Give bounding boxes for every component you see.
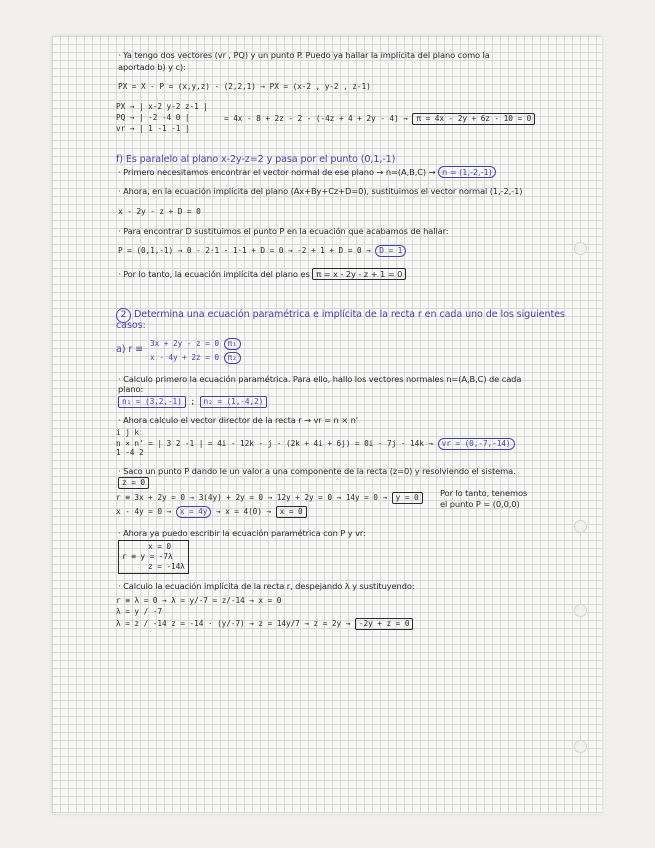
- math-line: PX = X - P = (x,y,z) - (2,2,1) → PX = (x-2 , y-2 , z-1): [118, 82, 371, 91]
- determinant-row: PQ → | -2 -4 0 |: [116, 113, 190, 122]
- param-row: z = -14λ: [148, 562, 185, 571]
- answer-box: n₁ = (3,2,-1): [118, 396, 186, 408]
- text-span: · Primero necesitamos encontrar el vector normal de ese plano → n=(A,B,C) →: [118, 167, 436, 177]
- z-assumption: [118, 477, 149, 489]
- answer-box: y = 0: [392, 492, 423, 504]
- determinant-result: [224, 113, 535, 125]
- binder-hole: [574, 604, 587, 617]
- math-text: → x = 4(0) →: [211, 507, 272, 516]
- implicit-line: r ≡ λ = 0 → λ = y/-7 = z/-14 → x = 0: [116, 596, 282, 605]
- binder-hole: [574, 740, 587, 753]
- math-text: P = (0,1,-1) → 0 - 2·1 - 1·1 + D = 0 → -2 + 1 + D = 0 →: [118, 246, 371, 255]
- cross-tail: 1 -4 2: [116, 448, 144, 457]
- implicit-line: λ = y / -7: [116, 607, 162, 616]
- determinant-row: PX → | x-2 y-2 z-1 |: [116, 102, 208, 111]
- param-row: r ≡ y = -7λ: [122, 552, 173, 561]
- plane-tag: π₁: [224, 338, 241, 350]
- system-eq: [150, 338, 241, 350]
- text-line: · Saco un punto P dando le un valor a una componente de la recta (z=0) y resolviendo el sistema.: [118, 466, 516, 476]
- equation: 3x + 2y - z = 0: [150, 339, 219, 348]
- text-span: · Por lo tanto, la ecuación implícita del plano es: [118, 269, 310, 279]
- determinant-row: vr → | 1 -1 -1 |: [116, 124, 190, 133]
- answer-box: x = 4y: [176, 506, 212, 518]
- text-line: · Ya tengo dos vectores (vr , PQ) y un punto P. Puedo ya hallar la implícita del plano como la: [118, 50, 490, 60]
- math-text: n × n' = | 3 2 -1 | = 4i - 12k - j - (2k + 4i + 6j) = 0i - 7j - 14k →: [116, 439, 433, 448]
- answer-box: z = 0: [118, 477, 149, 489]
- question-title-cont: casos:: [116, 320, 146, 331]
- binder-hole: [574, 520, 587, 533]
- math-text: λ = z / -14 z = -14 · (y/-7) → z = 14y/7 → z = 2y →: [116, 619, 351, 628]
- answer-box: π = x - 2y - z + 1 = 0: [312, 268, 406, 280]
- system-line: [116, 506, 307, 518]
- text-line: [118, 268, 406, 280]
- answer-box: -2y + z = 0: [355, 618, 414, 630]
- question-title: [116, 308, 565, 323]
- text-line: · Ahora, en la ecuación implícita del plano (Ax+By+Cz+D=0), sustituimos el vector normal (1,-2,-1): [118, 186, 523, 196]
- answer-box: n₂ = (1,-4,2): [200, 396, 268, 408]
- answer-box: x = 0: [276, 506, 307, 518]
- answer-box: n = (1,-2,-1): [438, 166, 496, 178]
- text-line: · Calculo la ecuación implícita de la recta r, despejando λ y sustituyendo:: [118, 581, 415, 591]
- system-line: [116, 492, 423, 504]
- subsection-title: f) Es paralelo al plano x-2y-z=2 y pasa por el punto (0,1,-1): [116, 154, 396, 165]
- normals-line: [118, 396, 267, 408]
- text-line: · Ahora ya puedo escribir la ecuación paramétrica con P y vr:: [118, 528, 366, 538]
- title-text: Determina una ecuación paramétrica e implícita de la recta r en cada uno de los siguientes: [134, 309, 565, 320]
- question-number: 2: [116, 308, 131, 323]
- binder-hole: [574, 242, 587, 255]
- implicit-line: [116, 618, 413, 630]
- math-line: x - 2y - z + D = 0: [118, 207, 201, 216]
- text-line: [118, 166, 496, 178]
- cross-head: i j k: [116, 428, 139, 437]
- text-line: plano:: [118, 384, 144, 394]
- parametric-box: [118, 540, 189, 574]
- math-text: = 4x - 8 + 2z - 2 - (-4z + 4 + 2y - 4) →: [224, 114, 408, 123]
- separator: ;: [185, 397, 200, 406]
- system-eq: [150, 352, 241, 364]
- answer-box: vr = (0,-7,-14): [438, 438, 515, 450]
- equation: x - 4y + 2z = 0: [150, 353, 219, 362]
- plane-tag: π₂: [224, 352, 241, 364]
- part-label: a) r ≡: [116, 344, 144, 355]
- param-row: x = 0: [148, 542, 171, 551]
- cross-product-line: [116, 438, 515, 450]
- math-line: [118, 245, 406, 257]
- text-line: · Ahora calculo el vector director de la recta r → vr = n × n': [118, 415, 358, 425]
- math-text: r ≡ 3x + 2y = 0 → 3(4y) + 2y = 0 → 12y + 2y = 0 → 14y = 0 →: [116, 493, 388, 502]
- point-note: Por lo tanto, tenemos: [440, 488, 528, 498]
- answer-box: D = 1: [375, 245, 406, 257]
- text-line: aportado b) y c):: [118, 62, 186, 72]
- math-text: x - 4y = 0 →: [116, 507, 172, 516]
- notebook-page: [52, 36, 602, 814]
- text-line: · Calculo primero la ecuación paramétrica. Para ello, hallo los vectores normales n=(A,B,C) de cada: [118, 374, 522, 384]
- point-note: el punto P = (0,0,0): [440, 499, 520, 509]
- answer-box: π = 4x - 2y + 6z - 10 = 0: [412, 113, 535, 125]
- text-line: · Para encontrar D sustituimos el punto P en la ecuación que acabamos de hallar:: [118, 226, 449, 236]
